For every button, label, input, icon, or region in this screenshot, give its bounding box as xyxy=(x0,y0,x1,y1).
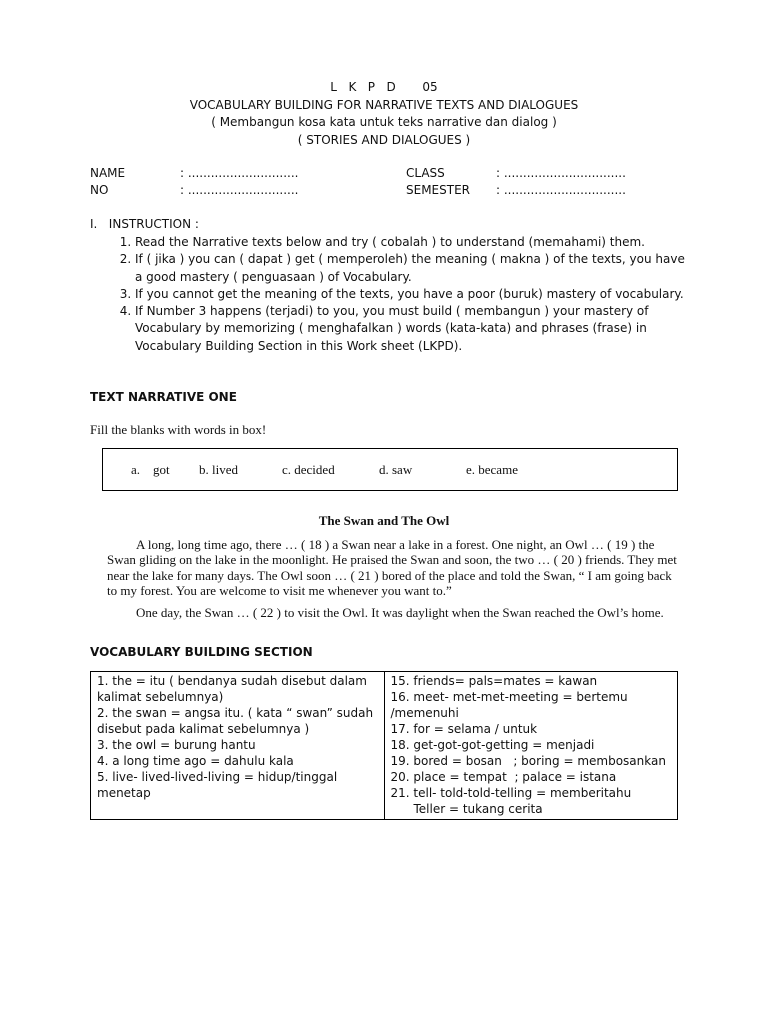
title-block xyxy=(0,79,768,149)
vocab-column-left xyxy=(91,672,385,820)
text-narrative-heading: TEXT NARRATIVE ONE xyxy=(90,390,237,404)
lkpd-letter: P xyxy=(367,80,376,94)
instruction-item: 1. Read the Narrative texts below and try ( cobalah ) to understand (memahami) them. xyxy=(135,234,695,251)
vocab-item: 5. live- lived-lived-living = hidup/tinggal menetap xyxy=(97,770,338,800)
vocab-item: 4. a long time ago = dahulu kala xyxy=(97,754,294,768)
vocab-item: 19. bored = bosan ; boring = membosankan xyxy=(390,754,666,768)
semester-field[interactable]: : ................................ xyxy=(496,183,626,197)
option-e: e. became xyxy=(466,462,518,477)
lkpd-letter: D xyxy=(386,80,396,94)
option-a: a. got xyxy=(131,462,170,477)
story-paragraph: One day, the Swan … ( 22 ) to visit the Owl. It was daylight when the Swan reached the Owl’s home. xyxy=(136,605,664,620)
instruction-heading: I. INSTRUCTION : xyxy=(90,217,199,231)
vocab-item: 15. friends= pals=mates = kawan xyxy=(390,674,598,688)
vocab-item: 3. the owl = burung hantu xyxy=(97,738,256,752)
instruction-item: 3. If you cannot get the meaning of the texts, you have a poor (buruk) mastery of vocabulary. xyxy=(135,286,695,303)
class-label: CLASS xyxy=(406,166,445,180)
no-label: NO xyxy=(90,183,109,197)
lkpd-title xyxy=(0,79,768,97)
vocab-item: 20. place = tempat ; palace = istana xyxy=(390,770,617,784)
instruction-item: 2. If ( jika ) you can ( dapat ) get ( memperoleh) the meaning ( makna ) of the texts, you have a good mastery ( penguasaan ) of Vocabulary. xyxy=(135,251,695,286)
page-title: VOCABULARY BUILDING FOR NARRATIVE TEXTS AND DIALOGUES xyxy=(189,97,579,112)
vocab-item: Teller = tukang cerita xyxy=(413,802,543,816)
lkpd-letter: K xyxy=(348,80,357,94)
option-c: c. decided xyxy=(282,462,335,477)
name-label: NAME xyxy=(90,166,126,180)
word-box xyxy=(102,448,678,491)
page-subtitle-2: ( STORIES AND DIALOGUES ) xyxy=(297,132,471,147)
vocab-item: 16. meet- met-met-meeting = bertemu /memenuhi xyxy=(390,690,628,720)
vocab-column-right xyxy=(384,672,678,820)
no-field[interactable]: : ............................. xyxy=(180,183,299,197)
fill-instruction: Fill the blanks with words in box! xyxy=(90,422,267,437)
story-paragraph: A long, long time ago, there … ( 18 ) a Swan near a lake in a forest. One night, an Owl … ( 19 ) the Swan gliding on the lake in the moonlight. He praised the Swan and soon, the two … ( 20 ) friends. They met near the lake for many days. The Owl soon … ( 21 ) bored of the place and told the Swan, “ I am going back to my forest. You are welcome to visit me whenever you want to.” xyxy=(107,537,677,598)
option-d: d. saw xyxy=(379,462,413,477)
vocab-heading: VOCABULARY BUILDING SECTION xyxy=(90,645,313,659)
option-b: b. lived xyxy=(199,462,238,477)
instruction-item: 4. If Number 3 happens (terjadi) to you, you must build ( membangun ) your mastery of Vocabulary by memorizing ( menghafalkan ) words (kata-kata) and phrases (frase) in Vocabulary Building Section in this Work sheet (LKPD). xyxy=(135,303,695,355)
name-field[interactable]: : ............................. xyxy=(180,166,299,180)
semester-label: SEMESTER xyxy=(406,183,471,197)
vocab-table xyxy=(90,671,678,820)
vocab-item: 18. get-got-got-getting = menjadi xyxy=(390,738,595,752)
story-title: The Swan and The Owl xyxy=(318,513,450,528)
vocab-item: 1. the = itu ( bendanya sudah disebut dalam kalimat sebelumnya) xyxy=(97,674,367,704)
page-subtitle: ( Membangun kosa kata untuk teks narrative dan dialog ) xyxy=(211,115,557,129)
class-field[interactable]: : ................................ xyxy=(496,166,626,180)
vocab-item: 17. for = selama / untuk xyxy=(390,722,538,736)
vocab-item: 21. tell- told-told-telling = memberitahu xyxy=(390,786,632,800)
instruction-list xyxy=(108,234,695,355)
lkpd-letter: L xyxy=(330,80,337,94)
lkpd-number: 05 xyxy=(422,80,438,94)
vocab-item: 2. the swan = angsa itu. ( kata “ swan” sudah disebut pada kalimat sebelumnya ) xyxy=(97,706,374,736)
